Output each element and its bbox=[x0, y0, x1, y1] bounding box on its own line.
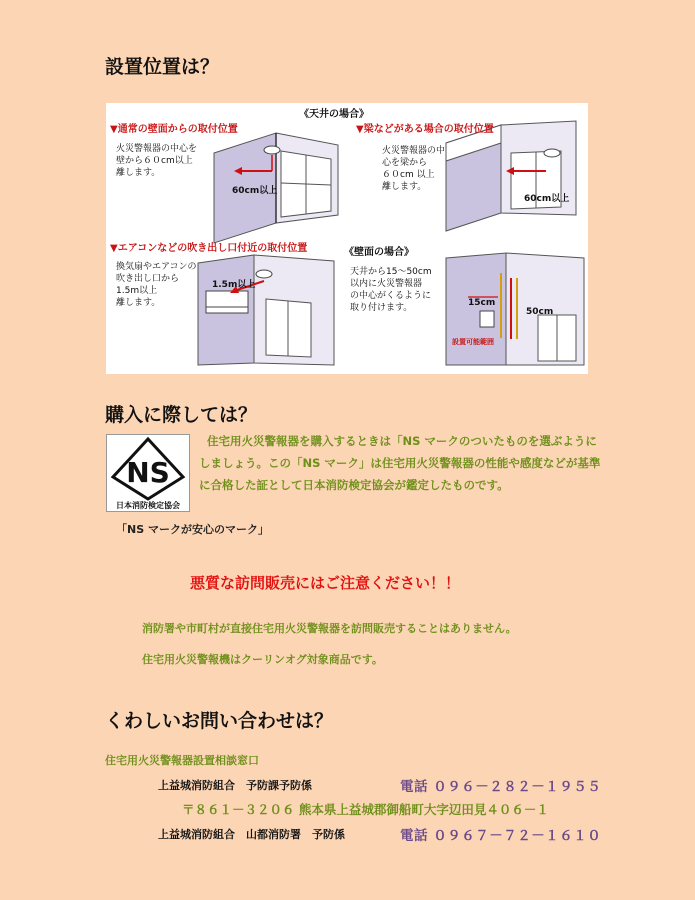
case3-line2: 吹き出し口から bbox=[116, 274, 180, 284]
ns-mark-caption: 「NS マークが安心のマーク」 bbox=[116, 523, 269, 536]
heading-install-position: 設置位置は？ bbox=[105, 56, 220, 78]
ns-logo-sub: 日本消防検定協会 bbox=[116, 501, 180, 510]
case4-line4: 取り付けます。 bbox=[350, 303, 413, 313]
contact-org-2: 上益城消防組合 山都消防署 予防係 bbox=[158, 828, 345, 841]
case2-line3: ６０cm 以上 bbox=[382, 170, 435, 180]
contact-phone-1[interactable]: 電話 ０９６－２８２－１９５５ bbox=[400, 779, 602, 795]
case1-title: ▼通常の壁面からの取付位置 bbox=[110, 124, 238, 135]
ns-logo-text: NS bbox=[126, 456, 170, 489]
case1-distance-label: 60cm以上 bbox=[232, 186, 278, 196]
ns-mark-description: 住宅用火災警報器を購入するときは「NS マークのついたものを選ぶようにしましょう。この「NS マーク」は住宅用火災警報器の性能や感度などが基準に合格した証として日本消防検定協会が鑑定したものです。 bbox=[199, 434, 601, 492]
case3-title: ▼エアコンなどの吹き出し口付近の取付位置 bbox=[110, 243, 308, 254]
case4-line2: 以内に火災警報器 bbox=[350, 279, 423, 289]
ns-mark-logo bbox=[106, 434, 190, 512]
note-cooling-off: 住宅用火災警報機はクーリンオグ対象商品です。 bbox=[142, 653, 383, 666]
case4-15cm-label: 15cm bbox=[468, 298, 496, 308]
case3-line4: 離します。 bbox=[116, 298, 161, 308]
case3-distance-label: 1.5m以上 bbox=[212, 280, 256, 290]
figure-title-ceiling: 《天井の場合》 bbox=[299, 109, 369, 120]
note-fire-dept: 消防署や市町村が直接住宅用火災警報器を訪問販売することはありません。 bbox=[142, 622, 517, 635]
case2-line4: 離します。 bbox=[382, 182, 427, 192]
contact-phone-2[interactable]: 電話 ０９６７－７２－１６１０ bbox=[400, 828, 602, 844]
consultation-desk-title: 住宅用火災警報器設置相談窓口 bbox=[105, 754, 259, 767]
case4-range-label: 設置可能範囲 bbox=[452, 338, 494, 346]
case1-line3: 離します。 bbox=[116, 168, 161, 178]
case3-line3: 1.5m以上 bbox=[116, 286, 158, 296]
heading-purchase: 購入に際しては？ bbox=[105, 404, 258, 426]
case2-distance-label: 60cm以上 bbox=[524, 194, 570, 204]
warning-door-to-door-sales: 悪質な訪問販売にはご注意ください！！ bbox=[190, 574, 461, 592]
case3-line1: 換気扇やエアコンの bbox=[116, 262, 197, 272]
case4-line3: の中心がくるように bbox=[350, 291, 432, 301]
case1-line1: 火災警報器の中心を bbox=[116, 144, 198, 154]
case2-line1: 火災警報器の中 bbox=[382, 146, 446, 156]
contact-address: 〒８６１－３２０６ 熊本県上益城郡御船町大字辺田見４０６－１ bbox=[182, 802, 549, 817]
case2-line2: 心を梁から bbox=[382, 158, 428, 168]
heading-contact: くわしいお問い合わせは？ bbox=[105, 710, 334, 732]
case4-50cm-label: 50cm bbox=[526, 307, 554, 317]
contact-org-1: 上益城消防組合 予防課予防係 bbox=[158, 779, 312, 792]
installation-diagram bbox=[106, 103, 588, 374]
case4-line1: 天井から15～50cm bbox=[350, 267, 432, 277]
case2-title: ▼梁などがある場合の取付位置 bbox=[356, 124, 494, 135]
figure-title-wall: 《壁面の場合》 bbox=[344, 247, 414, 258]
case1-line2: 壁から６０cm以上 bbox=[116, 156, 193, 166]
